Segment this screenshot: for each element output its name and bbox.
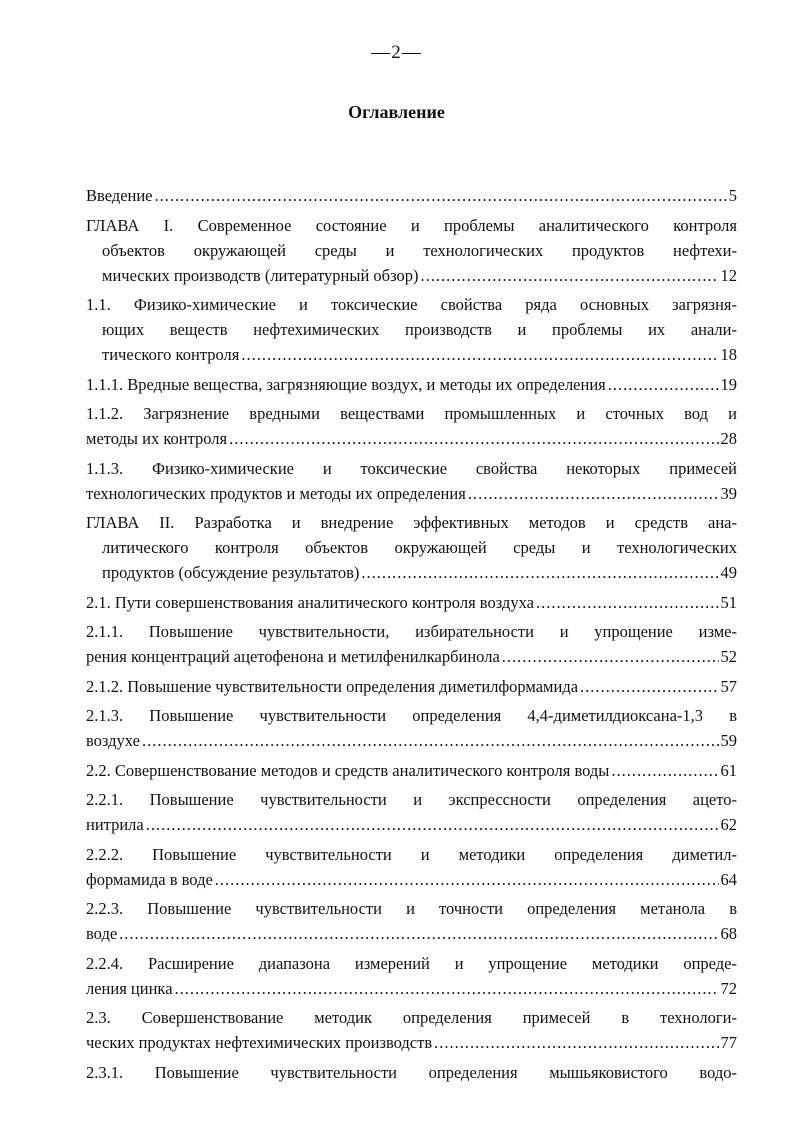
dot-leader	[611, 758, 718, 783]
dot-leader	[502, 644, 719, 669]
toc-entry-line: 2.3. Совершенствование методик определения примесей в технологи-	[86, 1008, 737, 1027]
toc-page-number: 64	[720, 869, 737, 889]
toc-page-number: 72	[720, 978, 737, 998]
toc-page-number: 59	[720, 731, 737, 750]
dot-leader	[468, 481, 719, 506]
toc-entry-text: Введение	[86, 186, 153, 205]
toc-entry-leader-row	[86, 921, 737, 946]
toc-entry-line: ющих веществ нефтехимических производств и проблемы их анали-	[102, 320, 737, 339]
toc-entry-leader-row	[86, 867, 737, 892]
toc-entry	[86, 758, 737, 783]
toc-entry	[86, 372, 737, 397]
dot-leader	[146, 812, 719, 837]
toc-entry	[86, 619, 737, 669]
toc-entry-line: 2.2.3. Повышение чувствительности и точности определения метанола в	[86, 899, 737, 918]
toc-entry-line: ГЛАВА I. Современное состояние и проблемы аналитического контроля	[86, 215, 737, 235]
toc-entry	[86, 1060, 737, 1085]
toc-entry-text: ления цинка	[86, 978, 173, 998]
dot-leader	[119, 921, 718, 946]
toc-page-number: 12	[720, 265, 737, 285]
page-title: Оглавление	[348, 102, 445, 122]
toc-entry-leader-row	[86, 342, 737, 367]
toc-entry-text: воздухе	[86, 731, 140, 750]
dot-leader	[608, 372, 719, 397]
dot-leader	[142, 728, 719, 753]
toc-entry-leader-row	[86, 263, 737, 288]
dot-leader	[434, 1030, 718, 1055]
toc-page-number: 68	[720, 924, 737, 943]
toc-entry-line: 1.1.2. Загрязнение вредными веществами промышленных и сточных вод и	[86, 404, 737, 423]
dot-leader	[175, 976, 719, 1001]
toc-entry	[86, 510, 737, 585]
toc-page-number: 28	[720, 429, 737, 448]
dot-leader	[536, 590, 719, 615]
toc-page-number: 77	[720, 1033, 737, 1052]
toc-page-number: 62	[720, 815, 737, 834]
toc-page-number: 52	[720, 647, 737, 666]
toc-entry	[86, 456, 737, 506]
toc-page-number: 19	[720, 374, 737, 394]
toc-entry-leader-row	[86, 590, 737, 615]
toc-page-number: 51	[720, 592, 737, 612]
toc-entry-leader-row	[86, 674, 737, 699]
toc-entry-text: 2.1. Пути совершенствования аналитического контроля воздуха	[86, 592, 534, 612]
toc-entry	[86, 401, 737, 451]
toc-page-number: 18	[720, 345, 737, 364]
dot-leader	[580, 674, 718, 699]
toc-entry-leader-row	[86, 976, 737, 1001]
dot-leader	[155, 183, 727, 208]
toc-entry-line: 1.1. Физико-химические и токсические свойства ряда основных загрязня-	[86, 295, 737, 314]
toc-entry-line: 2.2.4. Расширение диапазона измерений и упрощение методики опреде-	[86, 953, 737, 973]
toc-entry-line: 2.1.1. Повышение чувствительности, избирательности и упрощение изме-	[86, 622, 737, 641]
toc-entry-text: 1.1.1. Вредные вещества, загрязняющие воздух, и методы их определения	[86, 374, 606, 394]
toc-page-number: 61	[720, 760, 737, 780]
toc-entry-leader-row	[86, 644, 737, 669]
toc-entry-text: рения концентраций ацетофенона и метилфенилкарбинола	[86, 647, 500, 666]
toc-entry-text: 2.1.2. Повышение чувствительности определения диметилформамида	[86, 676, 579, 696]
toc-entry-leader-row	[86, 560, 737, 585]
toc-entry-line: 1.1.3. Физико-химические и токсические свойства некоторых примесей	[86, 458, 737, 478]
toc-entry-text: ческих продуктах нефтехимических производств	[86, 1033, 433, 1052]
toc-entry	[86, 213, 737, 288]
toc-entry	[86, 703, 737, 753]
toc-entry	[86, 674, 737, 699]
toc-entry-leader-row	[86, 812, 737, 837]
toc-entry-text: технологических продуктов и методы их определения	[86, 483, 466, 503]
toc-entry-text: воде	[86, 924, 118, 943]
toc-entry-leader-row	[86, 758, 737, 783]
toc-page-number: 49	[720, 563, 737, 582]
toc-entry-leader-row	[86, 481, 737, 506]
toc-page-number: 5	[728, 186, 737, 205]
toc-entry-text: тического контроля	[102, 345, 240, 364]
dot-leader	[215, 867, 719, 892]
toc-entry	[86, 292, 737, 367]
toc-entry-text: 2.2. Совершенствование методов и средств аналитического контроля воды	[86, 760, 610, 780]
toc-entry	[86, 951, 737, 1001]
page-number: —2—	[371, 42, 422, 63]
toc-entry-line: 2.2.1. Повышение чувствительности и экспрессности определения ацето-	[86, 790, 737, 809]
toc-entry	[86, 1005, 737, 1055]
toc-entry-text: продуктов (обсуждение результатов)	[102, 563, 360, 582]
toc-entry-leader-row	[86, 426, 737, 451]
toc-entry-line: 2.2.2. Повышение чувствительности и методики определения диметил-	[86, 844, 737, 864]
toc-page-number: 57	[720, 676, 737, 696]
toc-entry-leader-row	[86, 183, 737, 208]
toc-entry-line: 2.3.1. Повышение чувствительности определения мышьяковистого водо-	[86, 1062, 737, 1082]
dot-leader	[229, 426, 718, 451]
toc-entry-text: методы их контроля	[86, 429, 228, 448]
toc-entry-text: формамида в воде	[86, 869, 213, 889]
dot-leader	[241, 342, 718, 367]
toc-entry	[86, 787, 737, 837]
table-of-contents	[86, 183, 737, 1089]
toc-entry-line: объектов окружающей среды и технологических продуктов нефтехи-	[102, 240, 737, 260]
toc-entry-leader-row	[86, 1030, 737, 1055]
toc-entry-line: ГЛАВА II. Разработка и внедрение эффективных методов и средств ана-	[86, 513, 737, 532]
dot-leader	[361, 560, 718, 585]
dot-leader	[421, 263, 719, 288]
toc-entry-text: мических производств (литературный обзор)	[102, 265, 419, 285]
toc-entry	[86, 896, 737, 946]
toc-entry	[86, 590, 737, 615]
toc-entry-text: нитрила	[86, 815, 144, 834]
toc-entry	[86, 183, 737, 208]
toc-entry-leader-row	[86, 728, 737, 753]
toc-page-number: 39	[720, 483, 737, 503]
toc-entry-leader-row	[86, 372, 737, 397]
toc-entry	[86, 842, 737, 892]
toc-entry-line: 2.1.3. Повышение чувствительности определения 4,4-диметилдиоксана-1,3 в	[86, 706, 737, 725]
toc-entry-line: литического контроля объектов окружающей среды и технологических	[102, 538, 737, 557]
